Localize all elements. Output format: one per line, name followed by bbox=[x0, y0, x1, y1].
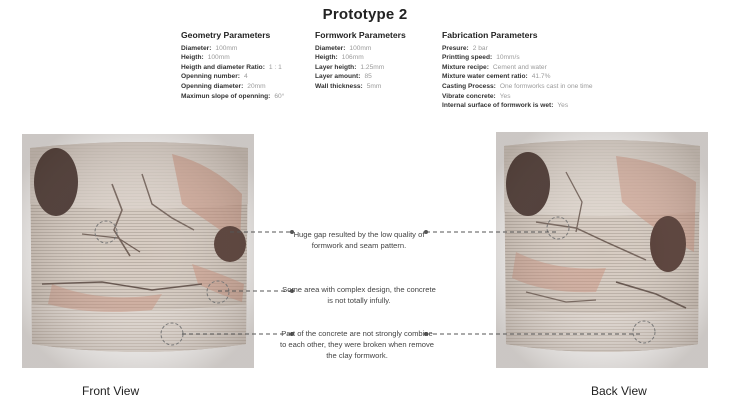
param-key: Layer amount: bbox=[315, 73, 361, 81]
geometry-heading: Geometry Parameters bbox=[181, 30, 271, 40]
param-value: 106mm bbox=[341, 54, 364, 62]
param-key: Diameter: bbox=[315, 44, 346, 52]
param-key: Openning diameter: bbox=[181, 82, 244, 90]
annotation-broken-concrete: Part of the concrete are not strongly combine to each other, they were broken when remove the clay formwork. bbox=[279, 329, 435, 360]
front-view-label: Front View bbox=[82, 384, 140, 398]
param-value: 10mm/s bbox=[496, 54, 520, 62]
param-value: 1.25mm bbox=[360, 63, 385, 71]
param-key: Maximun slope of openning: bbox=[181, 92, 271, 100]
param-key: Heigth: bbox=[181, 54, 204, 62]
param-key: Heigth and diameter Ratio: bbox=[181, 63, 265, 71]
param-value: 41.7% bbox=[531, 73, 551, 81]
param-value: 4 bbox=[243, 73, 248, 81]
param-value: Yes bbox=[557, 102, 569, 110]
fabrication-heading: Fabrication Parameters bbox=[442, 30, 538, 40]
param-value: 20mm bbox=[247, 82, 266, 90]
param-value: 1 : 1 bbox=[268, 63, 282, 71]
param-value: 85 bbox=[364, 73, 372, 81]
param-key: Heigth: bbox=[315, 54, 338, 62]
param-key: Layer heigth: bbox=[315, 63, 357, 71]
param-key: Wall thickness: bbox=[315, 82, 363, 90]
param-value: 100mm bbox=[207, 54, 230, 62]
param-key: Internal surface of formwork is wet: bbox=[442, 102, 554, 110]
param-value: 60° bbox=[274, 92, 285, 100]
param-key: Openning number: bbox=[181, 73, 240, 81]
param-key: Mixture recipe: bbox=[442, 63, 489, 71]
annotation-gap: Huge gap resulted by the low quality of formwork and seam pattern. bbox=[293, 230, 425, 250]
param-key: Diameter: bbox=[181, 44, 212, 52]
formwork-heading: Formwork Parameters bbox=[315, 30, 406, 40]
param-key: Presure: bbox=[442, 44, 469, 52]
param-value: 5mm bbox=[366, 82, 382, 90]
param-key: Mixture water cement ratio: bbox=[442, 73, 528, 81]
param-key: Vibrate concrete: bbox=[442, 92, 496, 100]
param-value: 2 bar bbox=[472, 44, 488, 52]
param-value: 100mm bbox=[215, 44, 238, 52]
back-view-label: Back View bbox=[591, 384, 647, 398]
param-key: Printting speed: bbox=[442, 54, 493, 62]
param-value: 100mm bbox=[349, 44, 372, 52]
param-key: Casting Process: bbox=[442, 82, 496, 90]
param-value: Yes bbox=[499, 92, 511, 100]
param-value: One formworks cast in one time bbox=[499, 82, 593, 90]
param-value: Cement and water bbox=[492, 63, 547, 71]
annotation-complex-design: Some area with complex design, the concrete is not totally infully. bbox=[282, 285, 436, 305]
page-title: Prototype 2 bbox=[322, 6, 408, 23]
